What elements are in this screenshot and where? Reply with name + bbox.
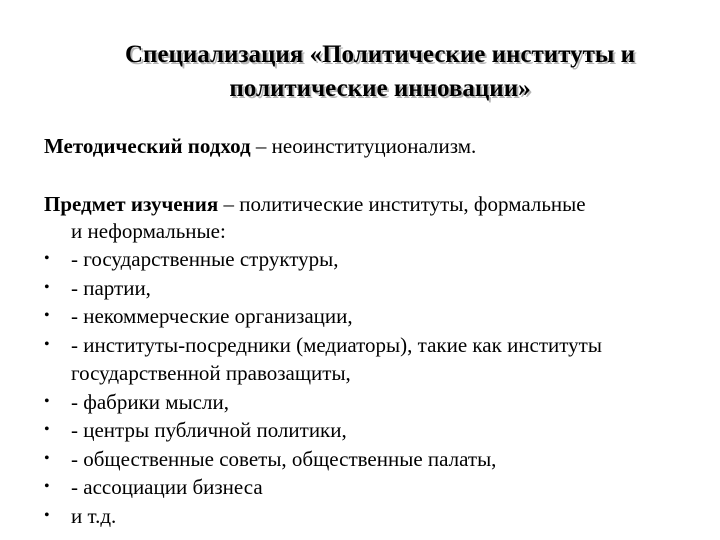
subject-text: – политические институты, формальные — [218, 192, 586, 216]
list-item-text: - центры публичной политики, — [71, 418, 347, 442]
list-item-text: - государственные структуры, — [71, 247, 339, 271]
list-item — [44, 445, 694, 474]
list-item — [44, 502, 694, 531]
list-item-text: и т.д. — [71, 503, 117, 528]
bullet-icon: • — [44, 307, 50, 324]
subject-list — [44, 245, 694, 530]
list-item — [44, 302, 694, 331]
list-item-text: - некоммерческие организации, — [71, 304, 353, 328]
list-item-text: - фабрики мысли, — [71, 389, 229, 414]
list-item — [44, 416, 694, 445]
list-item — [44, 331, 694, 388]
bullet-icon: • — [44, 392, 50, 410]
list-item — [44, 388, 694, 417]
list-item-text: - общественные советы, общественные палаты, — [71, 446, 497, 471]
subject-paragraph — [44, 191, 694, 245]
title-line-1: Специализация «Политические институты и — [124, 41, 636, 68]
title-line-2: политические инновации» — [229, 75, 531, 102]
method-paragraph — [44, 133, 694, 160]
list-item — [44, 274, 694, 303]
bullet-icon: • — [44, 278, 50, 296]
list-item-text: - партии, — [71, 275, 151, 300]
subject-continuation: и неформальные: — [71, 219, 226, 243]
list-item-text-continuation: государственной правозащиты, — [71, 361, 351, 385]
list-item-text: - ассоциации бизнеса — [71, 475, 263, 499]
bullet-icon: • — [44, 506, 50, 524]
bullet-icon: • — [44, 250, 50, 267]
bullet-icon: • — [44, 478, 50, 495]
method-label: Методический подход — [44, 134, 251, 158]
list-item — [44, 245, 694, 274]
list-item-text: - институты-посредники (медиаторы), такие как институты — [71, 332, 602, 357]
list-item — [44, 473, 694, 502]
slide-title — [60, 38, 700, 106]
bullet-icon: • — [44, 449, 50, 467]
bullet-icon: • — [44, 335, 50, 353]
method-text: – неоинституционализм. — [250, 134, 477, 158]
bullet-icon: • — [44, 421, 50, 438]
subject-label: Предмет изучения — [44, 192, 219, 216]
